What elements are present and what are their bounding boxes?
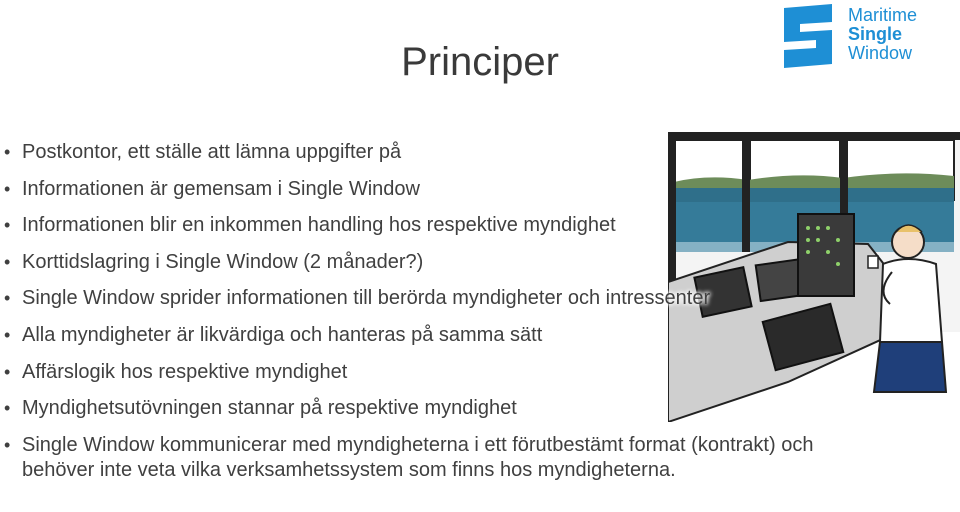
logo-text [848, 6, 917, 63]
logo-line-2: Single [848, 24, 903, 44]
list-item: • Korttidslagring i Single Window (2 månader?) [4, 250, 424, 273]
list-item: • Single Window sprider informationen till berörda myndigheter och intressenter [4, 287, 711, 310]
flag-logo-icon [780, 2, 842, 70]
maritime-single-window-logo [780, 2, 955, 72]
list-item: • Affärslogik hos respektive myndighet [4, 360, 348, 383]
list-item: • Myndighetsutövningen stannar på respektive myndighet [4, 397, 517, 420]
slide-title: Principer [401, 40, 559, 84]
list-item: • Single Window kommunicerar med myndigheterna i ett förutbestämt format (kontrakt) och behöver inte veta vilka verksamhetssystem som finns hos myndigheterna. [4, 433, 814, 481]
list-item: • Postkontor, ett ställe att lämna uppgifter på [4, 141, 402, 163]
logo-line-1: Maritime [848, 5, 918, 25]
list-item: • Informationen blir en inkommen handling hos respektive myndighet [4, 214, 616, 237]
list-item: • Alla myndigheter är likvärdiga och hanteras på samma sätt [4, 323, 543, 346]
bullet-list [0, 140, 900, 495]
logo-line-3: Window [848, 43, 913, 63]
list-item: • Informationen är gemensam i Single Window [4, 177, 420, 200]
